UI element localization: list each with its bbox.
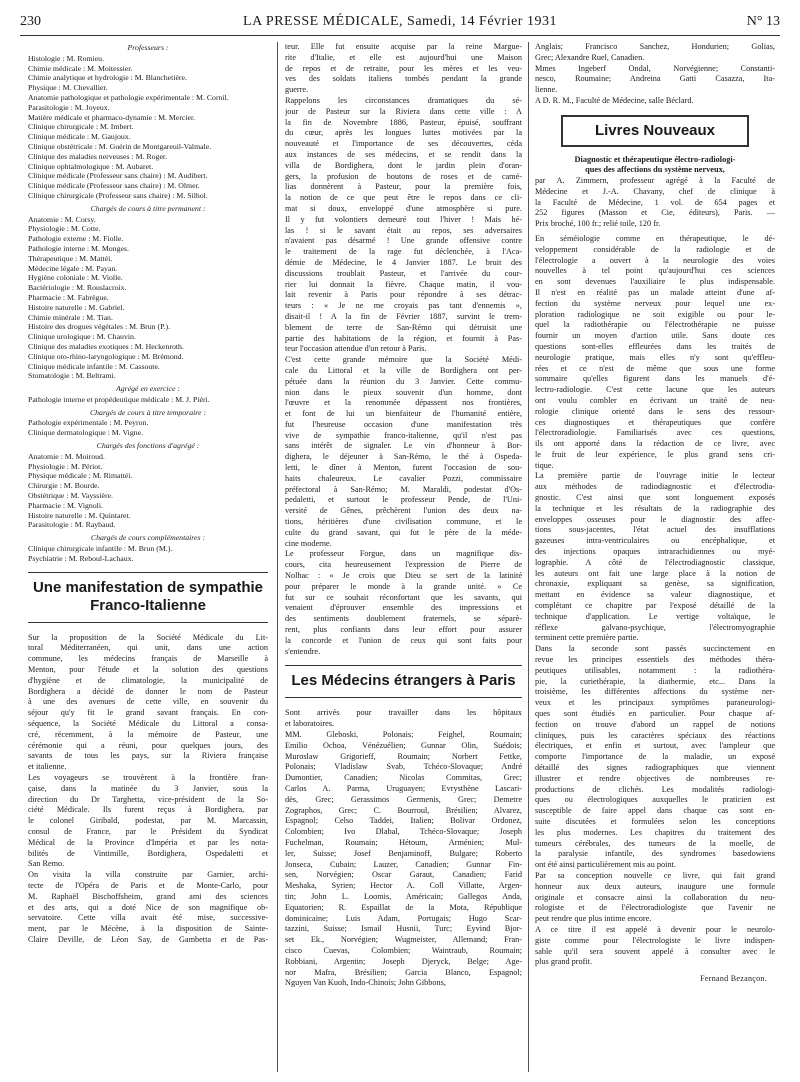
functions-entry: Obstétrique : M. Vayssière. bbox=[28, 491, 113, 501]
text-line: l'œuvre et la renommée dépassent nos frontières, bbox=[285, 398, 522, 408]
text-line: Menton, pour l'étude et la solution des questions bbox=[28, 665, 268, 675]
functions-entry: Pharmacie : M. Vignoli. bbox=[28, 500, 103, 510]
text-line: disait-il ! A la fin de Février 1887, survint le trem- bbox=[285, 311, 522, 321]
text-line: Colombien; Ivo Dlabal, Tchéco-Slovaque; Joseph bbox=[285, 827, 522, 837]
text-line: Grec; Alexandre Ruel, Canadien. bbox=[535, 52, 645, 62]
faculty-entry: Clinique chirurgicale (Professeur sans chaire) : M. Silhol. bbox=[28, 190, 208, 200]
text-line: électriques, et enfin et surtout, avec l'ampleur que bbox=[535, 741, 775, 751]
text-line: peut rendre que plus intime encore. bbox=[535, 914, 652, 924]
text-line: quel la radiothérapie ou l'électrothérapie ne puisse bbox=[535, 320, 775, 330]
text-line: lait revenir à Paris pour répondre à ses détrac- bbox=[285, 290, 522, 300]
text-line: originale et consacre ainsi la collaboration du neu- bbox=[535, 892, 775, 902]
lecturer-entry: Clinique des maladies exotiques : M. Heckenroth. bbox=[28, 341, 184, 351]
column-1 bbox=[28, 42, 268, 1074]
page-number: 230 bbox=[20, 14, 41, 29]
text-line: sommaire qu'elles figurent dans les manuels d'é- bbox=[535, 374, 775, 384]
text-line: ves des soldats italiens tombés pendant la grande bbox=[285, 74, 522, 84]
text-line: pie, la curiethérapie, la diathermie, etc... Dans la bbox=[535, 676, 775, 686]
faculty-entry: Clinique des maladies nerveuses : M. Roger. bbox=[28, 151, 168, 161]
text-line: veloppement considérable de la radiologie et de bbox=[535, 244, 775, 254]
article-sympathie-continued bbox=[285, 42, 522, 657]
text-line: Emilio Ochoa, Vénézuélien; Gunnar Olin, Suédois; bbox=[285, 740, 522, 750]
faculty-entry: Clinique médicale (Professeur sans chaire) : M. Audibert. bbox=[28, 171, 208, 181]
text-line: giste comme pour l'électrologiste le livre indispen- bbox=[535, 935, 775, 945]
book-title-line: ques des affections du système nerveux, bbox=[585, 165, 725, 175]
faculty-heading: Professeurs : bbox=[127, 43, 169, 52]
text-line: discussions troublait Pasteur, et l'arrivée du cour- bbox=[285, 268, 522, 278]
text-line: et laboratoires. bbox=[285, 719, 335, 729]
text-line: rent, plus confiants dans leur effort pour assurer bbox=[285, 625, 522, 635]
text-line: réflexe galvano-psychique, l'électromyographie bbox=[535, 622, 775, 632]
text-line: rite d'Italie, et elle est aujourd'hui une Maison bbox=[285, 52, 522, 62]
text-line: et font de lui un bienfaiteur de l'humanité entière, bbox=[285, 409, 522, 419]
text-line: Médecine et J.-A. Chavany, chef de clinique à bbox=[535, 186, 775, 196]
lecturer-entry: Thérapeutique : M. Mattéi. bbox=[28, 253, 113, 263]
faculty-entry: Chimie médicale : M. Moitessier. bbox=[28, 63, 133, 73]
text-line: jour de Pasteur sur la Riviera dans cette ville : A bbox=[285, 106, 522, 116]
text-line: M. Raphaël Bischoffsheim, grand ami des sciences bbox=[28, 891, 268, 901]
text-line: Mmes Ingeberf Ondal, Norvégienne; Constanti- bbox=[535, 63, 775, 73]
text-line: rées et ce n'est de même que sous une forme bbox=[535, 363, 775, 373]
text-line: pedaletti, et surtout le professeur Pende, de l'Uni- bbox=[285, 495, 522, 505]
text-line: neurologie pratique, mais elles n'y sont qu'effleu- bbox=[535, 352, 775, 362]
faculty-entry: Clinique médicale (Professeur sans chaire) : M. Olmer. bbox=[28, 181, 200, 191]
text-line: l'électrologie a ouvert à la neurologie des voies bbox=[535, 255, 775, 265]
book-title bbox=[535, 155, 775, 176]
header-rule bbox=[20, 35, 780, 36]
faculty-entry: Anatomie pathologique et pathologie expérimentale : M. Cornil. bbox=[28, 92, 229, 102]
text-line: ler, Suisse; Josef Benjaminoff, Bulgare; Roberto bbox=[285, 848, 522, 858]
text-line: bilités de Vintimille, Bordighera, Ospedaletti et bbox=[28, 848, 268, 858]
text-line: démie de Médecine, le 4 Janvier 1887. Le bruit des bbox=[285, 257, 522, 267]
text-line: pour préparer le monde à la grande unité. » Ce bbox=[285, 581, 522, 591]
text-line: fournir un moyen d'action utile. Sans doute ces bbox=[535, 331, 775, 341]
text-line: Médical de la Province d'Impéria et par les nota- bbox=[28, 837, 268, 847]
text-line: tin; John L. Loomis, Américain; Gallegos Anda, bbox=[285, 891, 522, 901]
text-line: susceptible de faire appel dans chaque cas sont en- bbox=[535, 806, 775, 816]
text-line: Bordighera a décidé de donner le nom de Pasteur bbox=[28, 686, 268, 696]
text-line: troisième, les différentes affections du système ner- bbox=[535, 687, 775, 697]
text-line: rologiste et de l'électroradiologiste que l'avenir ne bbox=[535, 903, 775, 913]
column-divider bbox=[528, 42, 529, 1072]
complementary-entry: Clinique chirurgicale infantile : M. Brun (M.). bbox=[28, 544, 173, 554]
column-2 bbox=[285, 42, 522, 1074]
text-line: çaise, dans la matinée du 3 Janvier, sous la bbox=[28, 783, 268, 793]
text-line: partie des habitations de la région, et fournit à Pas- bbox=[285, 333, 522, 343]
text-line: fut l'heureuse occasion d'une manifestation très bbox=[285, 419, 522, 429]
text-line: pétuée dans la réunion du 3 Janvier. Cette commu- bbox=[285, 376, 522, 386]
functions-heading: Chargés des fonctions d'agrégé : bbox=[96, 441, 200, 451]
text-line: n'avaient pas désarmé ! Une grande offensive contre bbox=[285, 236, 522, 246]
text-line: toral Méditerranéen, qui unit, dans une action bbox=[28, 643, 268, 653]
text-line: ils ont apporté dans la rédaction de ce livre, avec bbox=[535, 439, 775, 449]
functions-entry: Physiologie : M. Périot. bbox=[28, 461, 103, 471]
text-line: fut sur ce souhait réconfortant que les savants, qui bbox=[285, 592, 522, 602]
text-line: Il y fut volontiers demeuré tout l'hiver ! Mais hé- bbox=[285, 214, 522, 224]
text-line: venaient d'éprouver ensemble des impressions et bbox=[285, 603, 522, 613]
text-line: séjour qu'y fit le grand savant français. En con- bbox=[28, 708, 268, 718]
lecturer-entry: Bactériologie : M. Rouslacroix. bbox=[28, 283, 127, 293]
article-medecins bbox=[285, 708, 522, 989]
text-line: terminent cette première partie. bbox=[535, 633, 639, 643]
text-line: Rappelons les circonstances dramatiques du sé- bbox=[285, 95, 522, 105]
text-line: la Faculté de Médecine, 1 vol. de 654 pages et bbox=[535, 197, 775, 207]
text-line: cliniques, puis les caractères spéciaux des réactions bbox=[535, 730, 775, 740]
book-title-line: Diagnostic et thérapeutique électro-radiologi- bbox=[574, 154, 736, 164]
text-line: tique. bbox=[535, 460, 554, 470]
text-line: de repos et de retraite, pour les mères et les veu- bbox=[285, 63, 522, 73]
text-line: rier lui donnait la fièvre. Chaque matin, il vou- bbox=[285, 279, 522, 289]
functions-entry: Chirurgie : M. Bourde. bbox=[28, 481, 100, 491]
section-heading-livres: Livres Nouveaux bbox=[561, 115, 749, 147]
text-line: A ce titre il est appelé à devenir pour le neurolo- bbox=[535, 924, 775, 934]
complementary-heading: Chargés de cours complémentaires : bbox=[90, 533, 206, 543]
text-line: technique d'application. Le vertige voltaïque, le bbox=[535, 611, 775, 621]
text-line: la notion de ce que peut être le repos dans ce cli- bbox=[285, 193, 522, 203]
text-line: Fuchelman, Roumain; Hétoum, Arménien; Mul- bbox=[285, 837, 522, 847]
text-line: et italienne. bbox=[28, 762, 67, 772]
faculty-entry: Chimie analytique et hydrologie : M. Blanchetière. bbox=[28, 73, 187, 83]
text-line: du cœur, après les longues luttes motivées par la bbox=[285, 128, 522, 138]
faculty-entry: Physique : M. Chevallier. bbox=[28, 83, 108, 93]
functions-entry: Histoire naturelle : M. Quintaret. bbox=[28, 510, 131, 520]
text-line: le fruit de leur expérience, le plus grand sens cri- bbox=[535, 449, 775, 459]
temporary-entry: Pathologie expérimentale : M. Peyron. bbox=[28, 418, 149, 428]
text-line: gers, la profusion de boutons de roses et de camé- bbox=[285, 171, 522, 181]
book-review bbox=[535, 234, 775, 968]
text-line: ploration radiologique ne soit exigible ou pour le- bbox=[535, 309, 775, 319]
lecturer-entry: Clinique oto-rhino-laryngologique : M. Brémond. bbox=[28, 351, 184, 361]
text-line: nor Mafra, Brésilien; Garcia Blanco, Espagnol; bbox=[285, 967, 522, 977]
text-line: la paralysie infantile, des syndromes basedowiens bbox=[535, 849, 775, 859]
text-line: Robbiani, Argentin; Joseph Djeryck, Belge; Age- bbox=[285, 956, 522, 966]
temporary-entry: Clinique dermatologique : M. Vigne. bbox=[28, 428, 144, 438]
text-line: sable qu'il sera souvent appelé à consulter avec le bbox=[535, 946, 775, 956]
text-line: savants de tous les pays, sur la Riviera française bbox=[28, 751, 268, 761]
text-line: lias donnèrent à Pasteur, pour la première fois, bbox=[285, 182, 522, 192]
text-line: ques sont étudiés en particulier. Pour chaque af- bbox=[535, 709, 775, 719]
text-line: cisco Cuevas, Colombien; Waintraub, Roumain; bbox=[285, 945, 522, 955]
agrege-heading: Agrégé en exercice : bbox=[116, 384, 180, 394]
text-line: la technique et les résultats de la radiographie des bbox=[535, 503, 775, 513]
text-line: Espagnol; Celso Taddei, Italien; Bolivar Ordonez, bbox=[285, 816, 522, 826]
text-line: plus grand profit. bbox=[535, 957, 593, 967]
text-line: gnostic. C'est ainsi que sont longuement exposés bbox=[535, 493, 775, 503]
text-line: la concorde et l'union de ceux qui sont faits pour bbox=[285, 635, 522, 645]
text-line: veux et les principaux symptômes paraneurologi- bbox=[535, 698, 775, 708]
text-line: Sur la proposition de la Société Médicale du Lit- bbox=[28, 632, 268, 642]
text-line: En séméiologie comme en thérapeutique, le dé- bbox=[535, 233, 775, 243]
text-line: blement de terre de San-Rémo qui détruisit une bbox=[285, 322, 522, 332]
text-line: Polonais; Vladislaw Svab, Tchéco-Slovaque; André bbox=[285, 762, 522, 772]
article-sympathie bbox=[28, 633, 268, 946]
text-line: productions de clichés. Les modalités radiologi- bbox=[535, 784, 775, 794]
text-line: Claire Deville, de Léon Say, de Gambetta et de Pas- bbox=[28, 934, 268, 944]
page-header bbox=[20, 14, 780, 32]
journal-title: LA PRESSE MÉDICALE, Samedi, 14 Février 1931 bbox=[243, 14, 557, 29]
faculty-entry: Clinique médicale : M. Gaujoux. bbox=[28, 132, 131, 142]
text-line: Nolhac : « Je crois que Dieu se sert de la latinité bbox=[285, 571, 522, 581]
text-line: les auteurs ont fait une large place à la notion de bbox=[535, 568, 775, 578]
text-line: Nguyen Van Kuoh, Indo-Chinois; John Gibbons, bbox=[285, 978, 446, 988]
text-line: dès, Grec; Gerassimos Germenis, Grec; Demetre bbox=[285, 794, 522, 804]
permanent-heading: Chargés de cours à titre permanent : bbox=[90, 203, 206, 213]
lecturer-entry: Pathologie externe : M. Fiolle. bbox=[28, 234, 124, 244]
text-line: Equatorien; R. Espaillat de la Mota, République bbox=[285, 902, 522, 912]
text-line: tumeurs cérébrales, des tumeurs de la moelle, de bbox=[535, 838, 775, 848]
text-line: Muroslaw Grigorieff, Roumain; Norbert Fettke, bbox=[285, 751, 522, 761]
text-line: Le professeur Forgue, dans un magnifique dis- bbox=[285, 549, 522, 559]
lecturer-entry: Pathologie interne : M. Monges. bbox=[28, 243, 129, 253]
column-divider bbox=[277, 42, 278, 1072]
text-line: consul de France, par le Président du Syndicat bbox=[28, 826, 268, 836]
text-line: complétant ce chapitre par l'exposé détaillé de la bbox=[535, 601, 775, 611]
text-line: 252 figures (Masson et Cie, éditeurs), Paris. — bbox=[535, 208, 775, 218]
text-line: revue les principes essentiels des méthodes théra- bbox=[535, 655, 775, 665]
lecturer-entry: Hygiène coloniale : M. Violle. bbox=[28, 273, 123, 283]
agrege-entry: Pathologie interne et propédeutique médicale : M. J. Piéri. bbox=[28, 394, 210, 404]
text-line: culte du grand savant, qui fut le père de la méde- bbox=[285, 527, 522, 537]
faculty-entry: Matière médicale et pharmaco-dynamie : M. Mercier. bbox=[28, 112, 196, 122]
text-line: Les voyageurs se trouvèrent à la frontière fran- bbox=[28, 773, 268, 782]
text-line: las ! si le savant était au repos, ses adversaires bbox=[285, 225, 522, 235]
text-line: ces diagnostiques et thérapeutiques que confère bbox=[535, 417, 775, 427]
lecturer-entry: Stomatologie : M. Beltrami. bbox=[28, 371, 116, 381]
text-line: tions sous-jacentes, l'état actuel des insufflations bbox=[535, 525, 775, 535]
article-medecins-continued bbox=[535, 42, 775, 107]
text-line: des injections opaques intrarachidiennes ou myé- bbox=[535, 547, 775, 557]
text-line: direction du Dr Targhetta, vice-président de la So- bbox=[28, 794, 268, 804]
lecturer-entry: Physiologie : M. Cotte. bbox=[28, 224, 101, 234]
text-line: questions sont-elles effleurées dans les traités de bbox=[535, 341, 775, 351]
text-line: des sentiments doublement fraternels, se séparè- bbox=[285, 614, 522, 624]
text-line: cine moderne. bbox=[285, 538, 332, 548]
text-line: peutiques utilisables, notamment : la radiothéra- bbox=[535, 665, 775, 675]
text-line: préfectoral à San-Rémo; M. Maraldi, podestat d'Os- bbox=[285, 484, 522, 494]
text-line: C'est cette grande mémoire que la Société Médi- bbox=[285, 355, 522, 365]
text-line: rologie clinique orienté dans le sens des ressour- bbox=[535, 406, 775, 416]
text-line: les plus modernes. Les chapitres du traitement des bbox=[535, 827, 775, 837]
text-line: ciété Médicale. Ils furent reçus à Bordighera, par bbox=[28, 805, 268, 815]
text-line: lographie. A côté de l'électrodiagnostic classique, bbox=[535, 557, 775, 567]
text-line: par A. Zimmern, professeur agrégé à la Faculté de bbox=[535, 175, 775, 185]
text-line: Meshaka, Syrien; Hector A. Coll Villatte, Argen- bbox=[285, 881, 522, 891]
text-line: San Remo. bbox=[28, 859, 65, 869]
text-line: fection du système nerveux pour lequel une ex- bbox=[535, 298, 775, 308]
text-line: dominicaine; Luis Adam, Portugais; Hugo Scar- bbox=[285, 913, 522, 923]
issue-number: N° 13 bbox=[746, 14, 780, 29]
lecturer-entry: Anatomie : M. Corsy. bbox=[28, 214, 96, 224]
text-line: lienne. bbox=[535, 85, 558, 95]
text-line: ques ou électrologiques auxquelles le praticien est bbox=[535, 795, 775, 805]
text-line: l'électroradiologie. Familiarisés avec ces questions, bbox=[535, 428, 775, 438]
lecturer-entry: Pharmacie : M. Fabrègue. bbox=[28, 292, 109, 302]
text-line: honneur aux deux auteurs, inaugure une formule bbox=[535, 881, 775, 891]
faculty-entry: Clinique ophtalmologique : M. Aubaret. bbox=[28, 161, 154, 171]
text-line: Jonseca, Cubain; Lauzer, Canadien; Gunnar Fin- bbox=[285, 859, 522, 869]
text-line: fection on trouve d'abord un rappel de notions bbox=[535, 719, 775, 729]
text-line: suite discutées et formulées selon les conceptions bbox=[535, 816, 775, 826]
text-line: tecte de l'Opéra de Paris et de Monte-Carlo, pour bbox=[28, 880, 268, 890]
functions-entry: Physique médicale : M. Rimattéi. bbox=[28, 471, 133, 481]
faculty-entry: Parasitologie : M. Joyeux. bbox=[28, 102, 110, 112]
text-line: nesco, Roumaine; Andreina Gatti Casazza, Ita- bbox=[535, 74, 775, 84]
text-line: illustrer et rendre objectives de nombreuses re- bbox=[535, 773, 775, 783]
text-line: le traitement de la rage fut déclenchée, à l'Aca- bbox=[285, 247, 522, 257]
text-line: Dumontier, Canadien; Nicolas Commitas, Grec; bbox=[285, 773, 522, 783]
text-line: Zographos, Grec; C. Bourroul, Brésilien; Alvarez, bbox=[285, 805, 522, 815]
complementary-entry: Psychiatrie : M. Reboul-Lachaux. bbox=[28, 553, 134, 563]
text-line: guerre. bbox=[285, 85, 309, 95]
lecturer-entry: Chimie minérale : M. Tian. bbox=[28, 312, 113, 322]
functions-entry: Anatomie : M. Moiroud. bbox=[28, 451, 105, 461]
text-line: aux méthodes de radiodiagnostic et d'électrodia- bbox=[535, 482, 775, 492]
text-line: ment, par le Mécène, à la disposition de Sainte- bbox=[28, 924, 268, 934]
text-line: chronaxie, expliquant sa genèse, sa signification, bbox=[535, 579, 775, 589]
lecturer-entry: Clinique urologique : M. Chauvin. bbox=[28, 332, 136, 342]
text-line: La première partie de l'ouvrage initie le lecteur bbox=[535, 471, 775, 481]
text-line: A D. R. M., Faculté de Médecine, salle Béclard. bbox=[535, 95, 694, 105]
column-3 bbox=[535, 42, 775, 1074]
lecturer-entry: Histoire naturelle : M. Gabriel. bbox=[28, 302, 125, 312]
text-line: teur. Elle fut ensuite acquise par la reine Margue- bbox=[285, 42, 522, 51]
text-line: commune, les médecins français de Marseille à bbox=[28, 654, 268, 664]
text-line: gazeuses intra-ventriculaires ou encéphalique, et bbox=[535, 536, 775, 546]
text-line: nion dans le pieux souvenir d'un homme, dont bbox=[285, 387, 522, 397]
text-line: à une des avenues de cette ville, en souvenir du bbox=[28, 697, 268, 707]
text-line: sen, Norvégien; Oscar Garaut, Canadien; Farid bbox=[285, 870, 522, 880]
text-line: détaillé des signes radiographiques que viennent bbox=[535, 763, 775, 772]
text-line: cré, récemment, à la mémoire de Pasteur, une bbox=[28, 729, 268, 739]
lecturer-entry: Médecine légale : M. Payan. bbox=[28, 263, 118, 273]
text-line: MM. Gleboski, Polonais; Feighel, Roumain; bbox=[285, 730, 522, 740]
text-line: haits chaleureux. Le cavalier Pozzi, commissaire bbox=[285, 473, 522, 483]
text-line: dighera, le déjeuner à San-Rémo, le thé à Ospeda- bbox=[285, 452, 522, 462]
lecturer-entry: Histoire des drogues végétales : M. Brun (P.). bbox=[28, 322, 171, 332]
faculty-entry: Histologie : M. Romieu. bbox=[28, 53, 105, 63]
text-line: cérémonie qui a réuni, pour quelques jours, des bbox=[28, 740, 268, 750]
text-line: nouveauté et l'importance de ses découvertes, céda bbox=[285, 139, 522, 149]
article-heading-medecins: Les Médecins étrangers à Paris bbox=[285, 665, 522, 698]
text-line: On visita la villa construite par Garnier, archi- bbox=[28, 870, 268, 880]
text-line: cours, cita heureusement l'expression de Pierre de bbox=[285, 560, 522, 570]
text-line: tazzini, Suisse; Ismail Husnii, Turc; Eyvind Bjor- bbox=[285, 924, 522, 934]
text-line: la fin de Novembre 1886, Pasteur, épuisé, souffrant bbox=[285, 117, 522, 127]
temporary-heading: Chargés de cours à titre temporaire : bbox=[89, 407, 207, 417]
text-line: Carlos A. Parma, Uruguayen; Evrysthène Lascari- bbox=[285, 784, 522, 793]
text-line: vive de sympathie franco-italienne, qu'il n'est pas bbox=[285, 430, 522, 440]
text-line: Prix broché, 100 fr.; relié toile, 120 fr. bbox=[535, 219, 661, 229]
text-line: Sont arrivés pour travailler dans les hôpitaux bbox=[285, 708, 522, 718]
lecturer-entry: Clinique médicale infantile : M. Cassoute. bbox=[28, 361, 160, 371]
text-line: set Ek., Norvégien; Wugmeister, Allemand; Fran- bbox=[285, 935, 522, 945]
text-line: Dans la seconde sont passés succinctement en bbox=[535, 644, 775, 654]
faculty-entry: Clinique chirurgicale : M. Imbert. bbox=[28, 122, 134, 132]
text-line: enveloppes osseuses pour le diagnostic des affec- bbox=[535, 514, 775, 524]
text-line: le colonel Giribald, podestat, par M. Marcassin, bbox=[28, 816, 268, 826]
text-line: lectro-radiologie. C'est cette lacune que les auteurs bbox=[535, 385, 775, 395]
text-line: mettant en évidence sa valeur diagnostique, et bbox=[535, 590, 775, 600]
text-line: Il n'est en réalité pas un malade atteint d'une af- bbox=[535, 287, 775, 297]
text-line: sans intérêt de signaler. Le vin d'honneur à Bor- bbox=[285, 441, 522, 451]
text-line: mat si doux, enveloppé d'une atmosphère si pure. bbox=[285, 203, 522, 213]
text-line: en sont devenues l'auxiliaire le plus indispensable. bbox=[535, 277, 775, 287]
review-signature: Fernand Bezançon. bbox=[700, 974, 767, 984]
text-line: ont voulu combler en écrivant un traité de neu- bbox=[535, 395, 775, 405]
text-line: et des arts, qui a doté Nice de son magnifique ob- bbox=[28, 902, 268, 912]
text-line: Par sa conception nouvelle ce livre, qui fait grand bbox=[535, 870, 775, 880]
text-line: s'entendre. bbox=[285, 646, 321, 656]
article-heading-sympathie: Une manifestation de sympathie Franco-Italienne bbox=[28, 572, 268, 623]
text-line: séquence, la Société Médicale du Littoral a consa- bbox=[28, 719, 268, 729]
text-line: comporte l'importance de la maladie, un exposé bbox=[535, 752, 775, 762]
faculty-list bbox=[28, 43, 268, 564]
functions-entry: Parasitologie : M. Raybaud. bbox=[28, 520, 116, 530]
text-line: villa de Bordighera, dont le jardin plein d'oran- bbox=[285, 160, 522, 170]
book-info bbox=[535, 176, 775, 230]
text-line: versité de Gênes, prêchèrent l'union des deux na- bbox=[285, 506, 522, 516]
text-line: aux instances de ses médecins, et se rendit dans la bbox=[285, 149, 522, 159]
text-line: teurs : « Je ne me croyais pas tant d'ennemis », bbox=[285, 301, 522, 311]
text-line: letti, le dîner à Menton, furent l'occasion de sou- bbox=[285, 463, 522, 473]
text-line: ont été ainsi particulièrement mis au point. bbox=[535, 860, 676, 870]
text-line: nouvelles à tel point qu'aujourd'hui ces sciences bbox=[535, 266, 775, 276]
text-line: tions, héritières d'une civilisation commune, et le bbox=[285, 517, 522, 527]
text-line: servatoire. Cette villa avait été mise, successive- bbox=[28, 913, 268, 923]
text-line: teur l'occasion attendue d'un retour à Paris. bbox=[285, 344, 427, 354]
text-line: d'hygiène et de climatologie, la municipalité de bbox=[28, 675, 268, 685]
faculty-entry: Clinique obstétricale : M. Guérin de Montgareuil-Valmale. bbox=[28, 141, 212, 151]
text-line: cale du Littoral et la ville de Bordighera ont per- bbox=[285, 365, 522, 375]
text-line: Anglais; Francisco Sanchez, Hondurien; Golias, bbox=[535, 42, 775, 51]
